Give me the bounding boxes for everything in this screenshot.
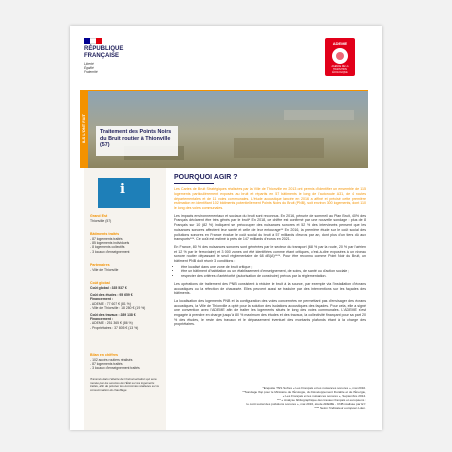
- lead-paragraph: Les Cartes de Bruit Stratégiques réalisées par la Ville de Thionville en 2013 ont permis d'identifier un ensemble de 115 logements particulièrement exposés au bruit et répartis en 57 bâtiments le long de l'autoroute A31, de 4 routes départementales et de 11 voies communales. L'étude acoustique lancée en 2016 a affiné et précisé cette première estimation en identifiant 102 bâtiments potentiellement Points Noirs du Bruit (PNB), soit environ 300 logements, dont 110 le long des voies communales.: [174, 187, 366, 210]
- logements-title: Bâtiments traités: [90, 232, 120, 236]
- conditions-list: [181, 265, 366, 279]
- page-title: Traitement des Points Noirs du Bruit routier à Thionville (57): [100, 129, 172, 149]
- list-item: • respecter des critères d'antériorité (autorisation de construire) prévus par la réglementation.: [181, 274, 366, 279]
- main-content: [174, 174, 366, 327]
- list-item: - Propriétaires : 37 805 € (13 %): [90, 325, 139, 330]
- ademe-logo: [325, 38, 355, 76]
- banner-title-box: [96, 126, 178, 156]
- cost-block: [90, 286, 162, 330]
- list-item: - Ville de Thionville: [90, 268, 119, 272]
- list-item: - 8 logements collectifs: [90, 245, 125, 250]
- cost-total: Coût global : 335 537 €: [90, 286, 127, 290]
- list-item: - ADEME : 251 365 € (86 %): [90, 321, 133, 326]
- list-item: • être localisé dans une zone de bruit critique ;: [181, 265, 366, 270]
- government-logo: [84, 38, 154, 74]
- motto-egalite: Égalité: [84, 66, 94, 70]
- region-text: Thionville (57): [90, 219, 112, 223]
- ademe-emblem-icon: [332, 48, 348, 64]
- list-item: - 87 logements traités: [90, 237, 123, 241]
- list-item: - Ville de Thionville : 18 280 € (19 %): [90, 305, 146, 310]
- paragraph-impacts: Les impacts environnementaux et sociaux du bruit sont reconnus. En 2016, pénurie de sommeil au Plan Bruit, 40% des Français déclarent être très gênés par le bruit* En 2018, ce chiffre est confirmé par une nouvelle sondage : plus de 8 Français sur 10 (82 %) indiquent se préoccuper des nuisances sonores et 52 % des interviewés pensent que les nuisances sonores affectent leur santé et celle de leur entourage** En 2016, la première étude sur le coût social des pollutions sonores en France évalue le coût social du bruit à 57 milliards d'euros par an, dont plus d'un tiers dû aux transports***. Ce coût est estimé à près de 147 milliards d'euros en 2021.: [174, 213, 366, 242]
- reference-line: le coût social des pollutions sonores », mai 2016, étude ADEME - CNB réalisée par EY.: [246, 401, 366, 406]
- list-item: - 3 locaux d'enseignement traités: [90, 366, 140, 371]
- banner-top-rule: [84, 90, 368, 91]
- side-tab: ILS L'ONT FAIT: [80, 90, 88, 168]
- list-item: - ADEME : 77 607 € (81 %): [90, 301, 131, 306]
- heading-underline: [174, 183, 214, 184]
- partenaires-title: Partenaires: [90, 263, 110, 267]
- french-flag-icon: [84, 38, 102, 44]
- paragraph-operations: Les opérations de traitement des PNB consistent à réduire le bruit à la source, par exemple via l'installation d'écrans acoustiques ou la réfection de chaussée. Elles peuvent aussi se traduire par des interventions sur les façades des bâtiments.: [174, 281, 366, 296]
- list-item: - 87 logements traités: [90, 362, 123, 367]
- gov-motto: [84, 62, 154, 74]
- cost-studies: Coût des études : 95 659 €: [90, 293, 133, 298]
- logements-list: [90, 237, 162, 254]
- list-item: - 102 accès routiers réalisés: [90, 358, 133, 362]
- list-item: - 85 logements individuels: [90, 241, 130, 246]
- cout-title: Coût global: [90, 281, 110, 285]
- info-icon: i: [98, 178, 150, 208]
- fact-sheet-page: [70, 26, 382, 430]
- references: [220, 387, 366, 410]
- funding-label: Financement :: [90, 317, 113, 322]
- paragraph-localisation: La localisation des logements PNB et la configuration des voies concernées ne permettant pas d'envisager des écrans acoustiques, la Ville de Thionville a opté pour la solution des isolations acoustiques des façades. Pour cela, elle a signé une convention avec l'ADEME afin de traiter les logements situés le long des voies communales. L'ADEME s'est engagée à prendre en charge jusqu'à 80 % maximum des études et des travaux, la collectivité finançant pour sa part 20 % des études, le reste des travaux et le dépassement éventuel des montants plafonds étant à la charge des propriétaires.: [174, 298, 366, 327]
- sidebar: [84, 168, 166, 430]
- bilan-list: [90, 358, 162, 371]
- reference-line: **** Selon l'indicateur européen Lden.: [314, 405, 366, 410]
- reference-line: *** « Analyse bibliographique des travaux français et européens :: [277, 397, 366, 402]
- gov-name-line-1: RÉPUBLIQUE: [84, 46, 124, 52]
- funding-label: Financement :: [90, 297, 113, 302]
- region-title: Grand Est: [90, 214, 108, 218]
- reference-line: « Les Français et les nuisances sonores », Septembre 2014.: [282, 393, 366, 398]
- ademe-tagline: AGENCE DE LA TRANSITION ÉCOLOGIQUE: [331, 66, 349, 74]
- list-item: - 3 locaux d'enseignement: [90, 249, 130, 254]
- ademe-wordmark: ADEME: [332, 41, 348, 46]
- paragraph-france: En France, 80 % des nuisances sonores sont générées par le secteur du transport (68 % par la route, 20 % par l'aérien et 12 % par le ferroviaire) et 3 000 zones ont été identifiées comme étant critiques, c'est-à-dire exposées à un niveau sonore routier dépassant le seuil réglementaire de 68 dB(A)****. Pour être reconnu comme Point Noir du Bruit, un bâtiment PNB doit réunir 3 conditions :: [174, 244, 366, 264]
- bilan-title: Bilan en chiffres: [90, 353, 118, 357]
- reference-line: **Sondage Ifop pour le Ministère de l'Écologie, du Développement Durable et de l'Énergie,: [242, 389, 366, 394]
- list-item: • être un bâtiment d'habitation ou un établissement d'enseignement, de soins, de santé ou d'action sociale ;: [181, 269, 366, 274]
- motto-fraternite: Fraternité: [84, 70, 98, 74]
- sidebar-footnote: Transmis dans l'attente de l'instrumentation qui sera menée par les services de l'État sur les logements traités, afin de préciser les économies réalisées sur la consommation de chauffage.: [90, 377, 159, 392]
- motto-liberte: Liberté: [84, 62, 94, 66]
- section-heading: POURQUOI AGIR ?: [174, 174, 238, 181]
- gov-name-line-2: FRANÇAISE: [84, 53, 120, 59]
- partenaires-list: [90, 268, 162, 272]
- reference-line: *Enquête TNS Sofres « Les Français et les nuisances sonores », mai 2010.: [262, 386, 366, 390]
- cost-works: Coût des travaux : 289 138 €: [90, 313, 136, 318]
